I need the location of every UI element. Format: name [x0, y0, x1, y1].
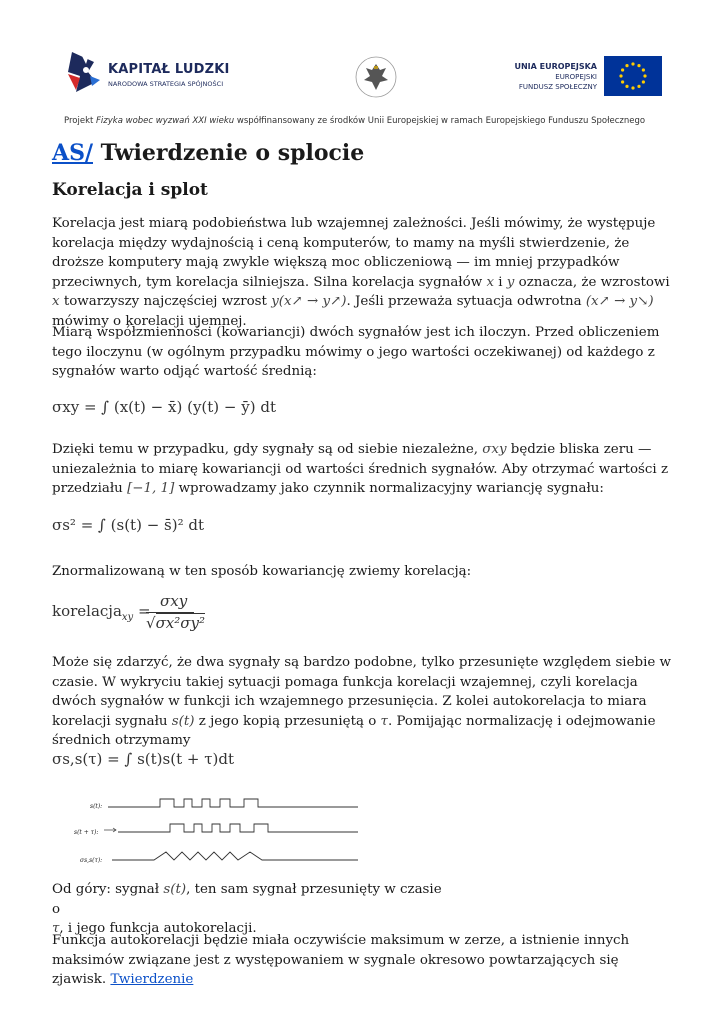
eu-line2: EUROPEJSKI [555, 73, 597, 81]
eu-star-icon [642, 68, 645, 71]
p3-text-a: Dzięki temu w przypadku, gdy sygnały są od siebie niezależne, [52, 442, 483, 457]
p5-text-c: . Pomijając normalizację i odejmowanie średnich otrzymamy [52, 713, 656, 748]
paragraph-intro [52, 214, 677, 331]
eu-star-icon [642, 80, 645, 83]
figure-label-signal: s(t): [90, 803, 103, 810]
twierdzenie-link[interactable]: Twierdzenie [110, 972, 194, 987]
equation-covariance: σxy = ∫ (x(t) − x̄) (y(t) − ȳ) dt [52, 398, 276, 416]
caption-math-tau: τ [52, 921, 60, 936]
project-title: Fizyka wobec wyzwań XXI wieku [96, 116, 235, 126]
caption-text-a: Od góry: sygnał [52, 882, 164, 897]
p1-math-negative: (x↗ → y↘) [585, 294, 654, 309]
kapital-ludzki-subtitle: NARODOWA STRATEGIA SPÓJNOŚCI [108, 80, 224, 88]
project-banner [64, 116, 645, 126]
p1-math-positive: y(x↗ → y↗) [271, 294, 347, 309]
eu-star-icon [625, 85, 628, 88]
denominator-radicand: σx²σy² [155, 614, 206, 632]
p1-math-x2: x [52, 294, 60, 309]
signal-waveform [108, 799, 358, 807]
p3-text-b: będzie bliska zeru — uniezależnia to miarę kowariancji od wartości średnich sygnałów. Aby otrzymać wartości z przedziału [52, 442, 669, 496]
p1-text-c: towarzyszy najczęściej wzrost [59, 294, 272, 309]
p5-text-b: z jego kopią przesuniętą o [194, 713, 381, 729]
p1-text-a: Korelacja jest miarą podobieństwa lub wzajemnej zależności. Jeśli mówimy, że występuje korelacja między wydajnością i ceną komputerów, to mamy na myśli stwierdzenie, że droższe komputery mają zwykle większą moc obliczeniową — im mniej przypadków przeciwnych, tym korelacja silniejsza. Silna korelacja sygnałów [52, 216, 656, 290]
equation-autocorrelation: σs,s(τ) = ∫ s(t)s(t + τ)dt [52, 750, 234, 768]
breadcrumb-link[interactable]: AS/ [52, 140, 93, 166]
p1-text-b: oznacza, że wzrostowi [514, 274, 670, 290]
eu-line3: FUNDUSZ SPOŁECZNY [518, 83, 597, 91]
eu-star-icon [631, 62, 634, 65]
p1-text-e: mówimy o korelacji ujemnej. [52, 313, 247, 329]
eu-star-icon [643, 74, 646, 77]
eu-star-icon [619, 74, 622, 77]
paragraph-normalization [52, 440, 677, 499]
eu-star-icon [637, 64, 640, 67]
paragraph-autocorrelation [52, 653, 677, 751]
project-suffix: współfinansowany ze środków Unii Europejskiej w ramach Europejskiego Funduszu Społecznego [234, 116, 646, 126]
section-heading: Korelacja i splot [52, 180, 208, 200]
eu-flag-icon [604, 56, 662, 96]
figure-label-autocorr: σs,s(τ): [80, 857, 103, 864]
p7-text-a: Funkcja autokorelacji będzie miała oczywiście maksimum w zerze, a istnienie innych maksimów związane jest z występowaniem w sygnale okresowo powtarzających się zjawisk. [52, 933, 630, 987]
page-title [52, 140, 364, 166]
p3-math-interval: [−1, 1] [127, 481, 175, 496]
equation-variance: σs² = ∫ (s(t) − s̄)² dt [52, 516, 204, 534]
p1-math-y: y [506, 274, 515, 290]
university-seal-logo [354, 54, 398, 100]
shifted-waveform [118, 824, 358, 832]
correlation-subscript: xy [121, 612, 134, 623]
autocorrelation-waveform [112, 852, 358, 860]
p5-math-tau: τ [380, 713, 388, 729]
figure-caption [52, 880, 452, 939]
project-prefix: Projekt [64, 116, 97, 126]
p3-text-c: wprowadzamy jako czynnik normalizacyjny wariancję sygnału: [174, 481, 604, 496]
correlation-word: korelacja [52, 602, 122, 620]
eu-star-icon [621, 80, 624, 83]
caption-math-s: s(t) [163, 882, 187, 897]
p1-text-d: . Jeśli przeważa sytuacja odwrotna [346, 294, 586, 309]
page-header [0, 0, 725, 135]
eu-line1: UNIA EUROPEJSKA [514, 62, 597, 71]
p5-math-s: s(t) [171, 713, 195, 729]
p3-math-sigma: σxy [482, 442, 507, 457]
p5-text-a: Może się zdarzyć, że dwa sygnały są bardzo podobne, tylko przesunięte względem siebie w czasie. W wykryciu takiej sytuacji pomaga funkcja korelacji wzajemnej, czyli korelacja dwóch sygnałów w funkcji ich wzajemnego przesunięcia. Z kolei autokorelacja to miara korelacji sygnału [52, 655, 672, 729]
eu-star-icon [621, 68, 624, 71]
figure-label-shifted: s(t + τ): [74, 829, 99, 836]
page-title-text: Twierdzenie o splocie [93, 140, 365, 166]
correlation-denominator: √σx²σy² [146, 614, 206, 632]
autocorrelation-figure [72, 796, 362, 870]
p1-text-i: i [494, 274, 507, 290]
eu-text-block [514, 62, 597, 92]
eu-star-icon [637, 85, 640, 88]
caption-text-b: , ten sam sygnał przesunięty w czasie o [52, 882, 442, 917]
eu-star-icon [631, 86, 634, 89]
kapital-ludzki-title: KAPITAŁ LUDZKI [108, 62, 230, 77]
paragraph-autocorr-max [52, 931, 677, 990]
caption-text-c: , i jego funkcja autokorelacji. [59, 921, 257, 936]
correlation-lhs: korelacja$_{xy}$ = [52, 602, 151, 623]
paragraph-covariance: Miarą współzmienności (kowariancji) dwóch sygnałów jest ich iloczyn. Przed obliczeniem tego iloczynu (w ogólnym przypadku mówimy o jego wartości oczekiwanej) od każdego z sygnałów warto odjąć wartość średnią: [52, 325, 660, 379]
correlation-numerator: σxy [160, 592, 188, 610]
eu-star-icon [625, 64, 628, 67]
paragraph-correlation-intro: Znormalizowaną w ten sposób kowariancję zwiemy korelacją: [52, 564, 472, 579]
p1-math-x: x [486, 274, 494, 290]
